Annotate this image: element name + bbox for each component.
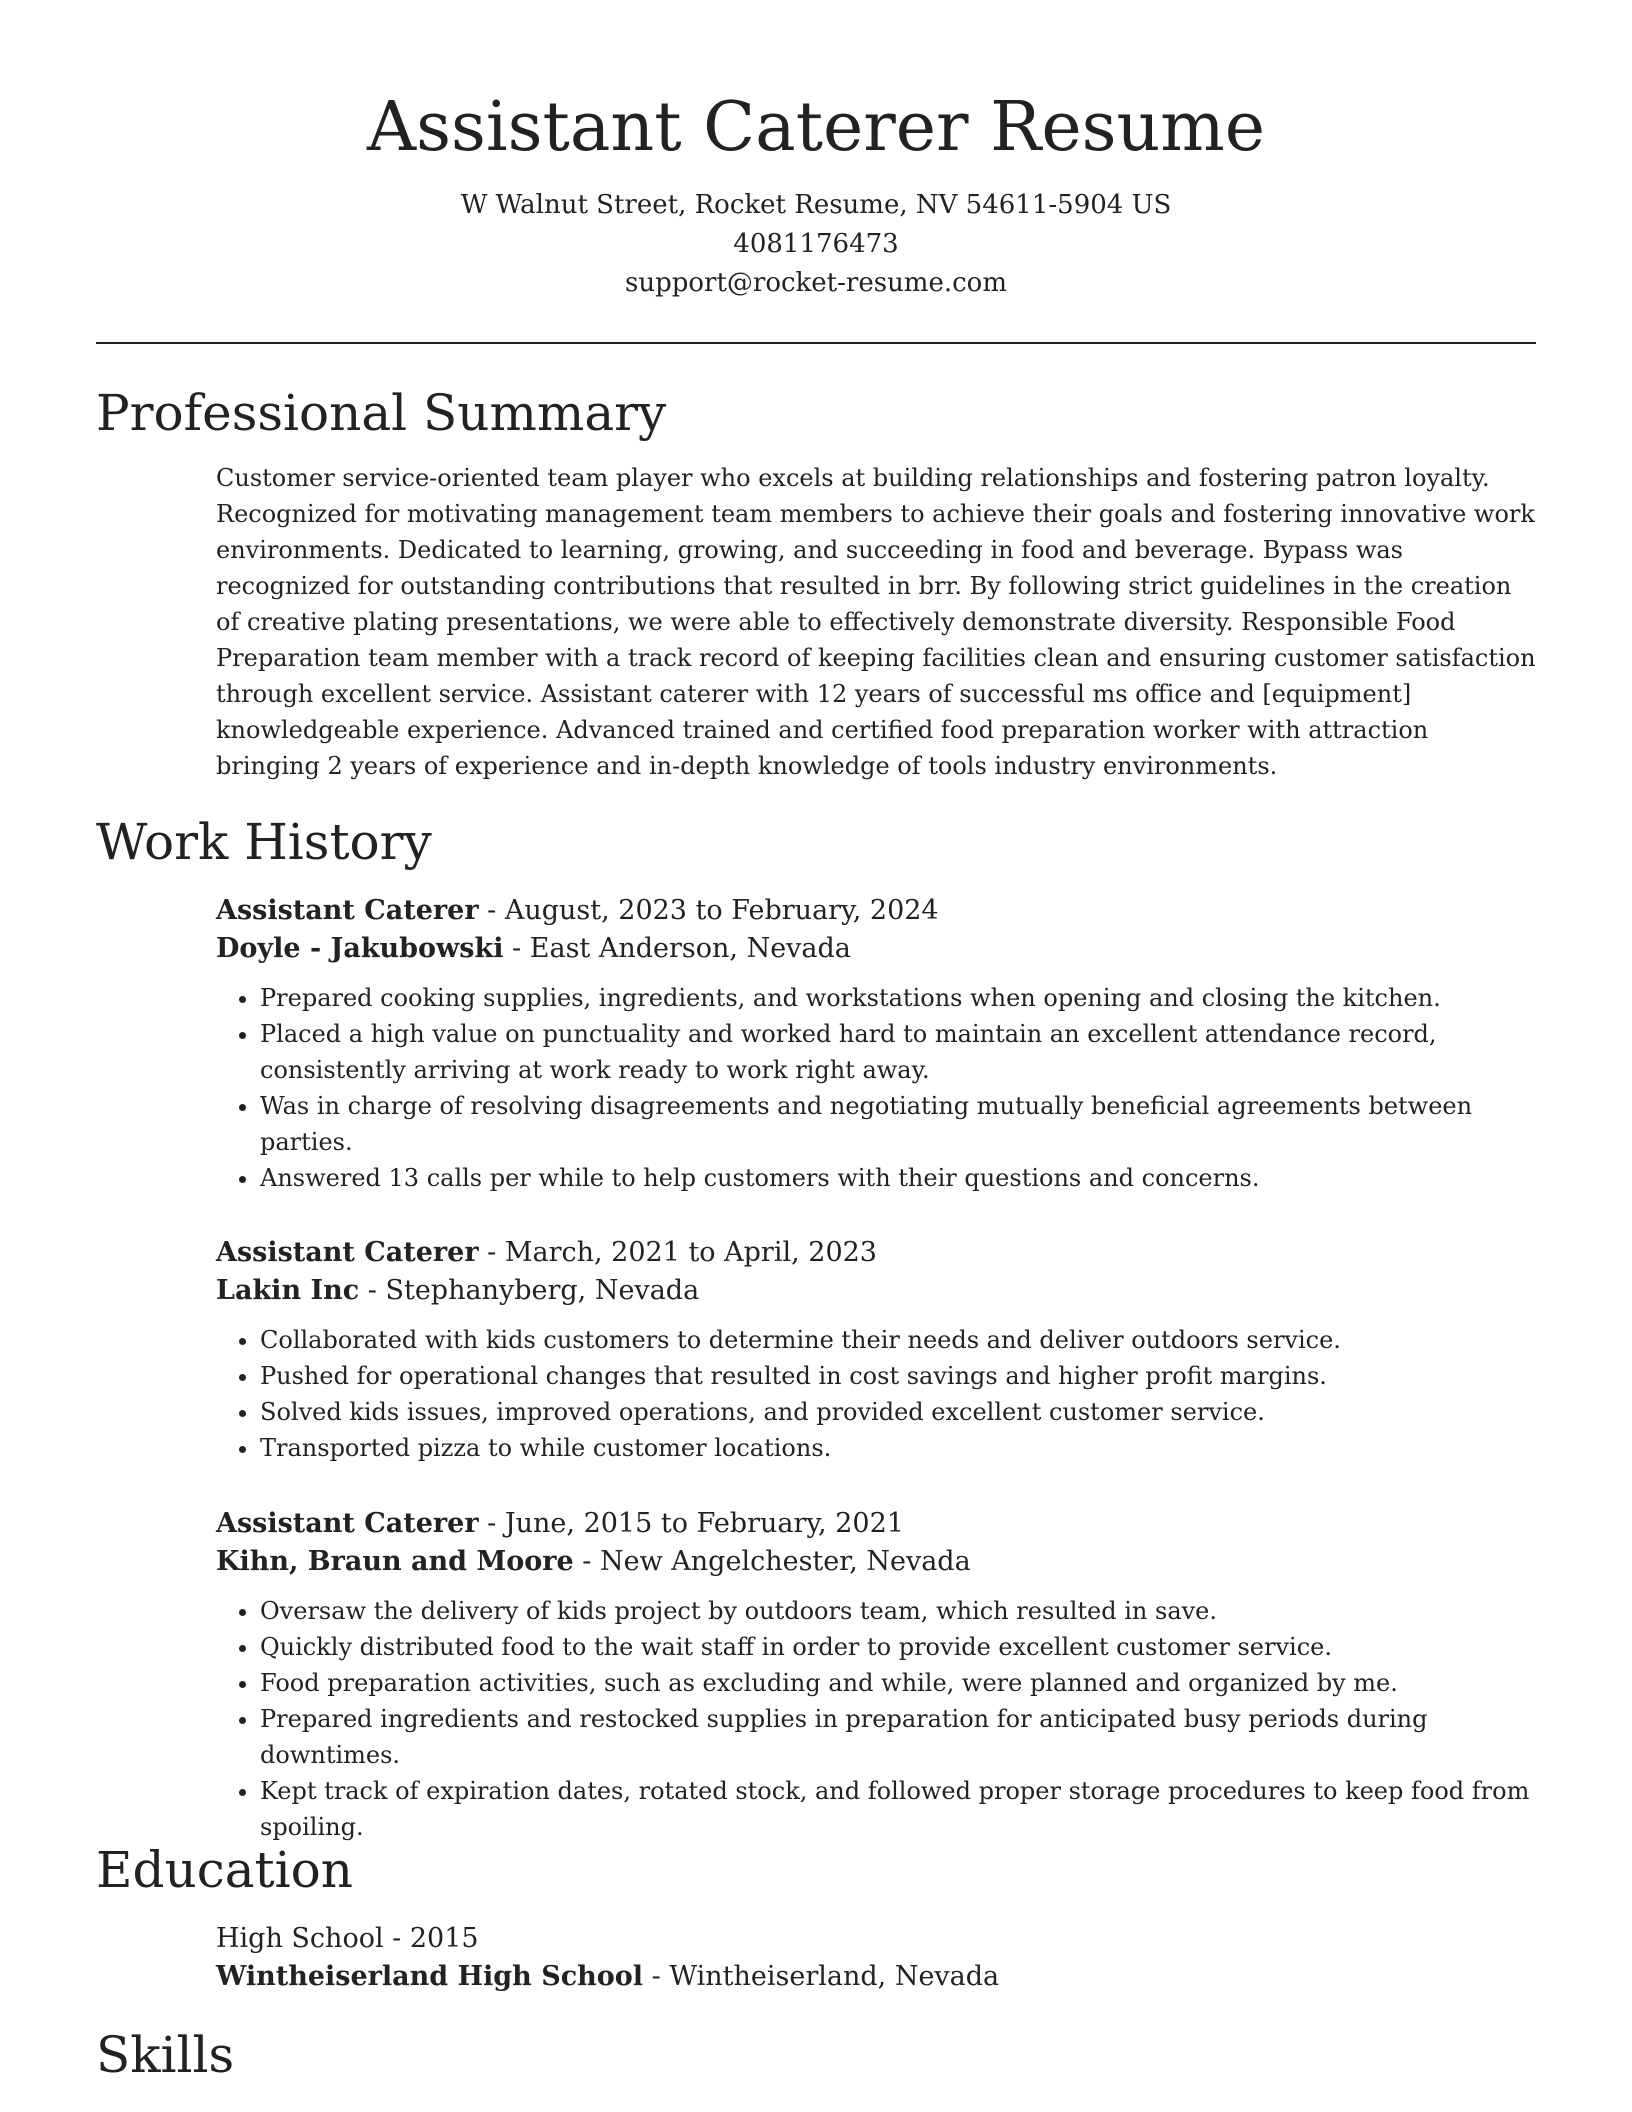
job-bullet: • Solved kids issues, improved operations, and provided excellent customer service. (260, 1394, 1536, 1430)
education-school: Wintheiserland High School (216, 1961, 644, 1992)
job-bullet: • Food preparation activities, such as excluding and while, were planned and organized by me. (260, 1665, 1536, 1701)
education-year: - 2015 (383, 1923, 479, 1954)
job-dates: - June, 2015 to February, 2021 (478, 1508, 904, 1539)
job-dates: - March, 2021 to April, 2023 (478, 1237, 877, 1268)
job-company: Kihn, Braun and Moore (216, 1546, 574, 1577)
contact-address: W Walnut Street, Rocket Resume, NV 54611-5904 US (460, 190, 1172, 220)
job-title-line (216, 1505, 1536, 1543)
job-bullet: • Prepared ingredients and restocked supplies in preparation for anticipated busy periods during downtimes. (260, 1701, 1536, 1773)
job-bullet: • Oversaw the delivery of kids project by outdoors team, which resulted in save. (260, 1593, 1536, 1629)
job-title-line (216, 1234, 1536, 1272)
job-bullet: • Placed a high value on punctuality and worked hard to maintain an excellent attendance record, consistently arriving at work ready to work right away. (260, 1016, 1536, 1088)
job-bullet: • Collaborated with kids customers to determine their needs and deliver outdoors service. (260, 1322, 1536, 1358)
section-title-education: Education (96, 1841, 353, 1899)
job-company-line (216, 930, 1536, 968)
education-degree-line (216, 1920, 1536, 1958)
section-title-summary: Professional Summary (96, 384, 667, 442)
job-entry (216, 1505, 1536, 1845)
job-company-line (216, 1543, 1536, 1581)
header-divider (96, 342, 1536, 344)
job-bullets (216, 1322, 1536, 1466)
job-bullet: • Prepared cooking supplies, ingredients, and workstations when opening and closing the kitchen. (260, 980, 1536, 1016)
job-location: - East Anderson, Nevada (503, 933, 851, 964)
job-bullet: • Answered 13 calls per while to help customers with their questions and concerns. (260, 1160, 1536, 1196)
job-dates: - August, 2023 to February, 2024 (478, 895, 939, 926)
job-title: Assistant Caterer (216, 1237, 479, 1268)
job-bullets (216, 980, 1536, 1196)
section-title-skills: Skills (96, 2026, 235, 2084)
resume-header (0, 0, 1632, 303)
job-entry (216, 892, 1536, 1196)
summary-text: Customer service-oriented team player who excels at building relationships and fostering patron loyalty. Recognized for motivating management team members to achieve their goals and fostering innovative work environments. Dedicated to learning, growing, and succeeding in food and beverage. Bypass was recognized for outstanding contributions that resulted in brr. By following strict guidelines in the creation of creative plating presentations, we were able to effectively demonstrate diversity. Responsible Food Preparation team member with a track record of keeping facilities clean and ensuring customer satisfaction through excellent service. Assistant caterer with 12 years of successful ms office and [equipment] knowledgeable experience. Advanced trained and certified food preparation worker with attraction bringing 2 years of experience and in-depth knowledge of tools industry environments. (216, 464, 1536, 780)
contact-phone: 4081176473 (733, 229, 899, 259)
education-degree: High School (216, 1923, 384, 1954)
job-title: Assistant Caterer (216, 895, 479, 926)
summary-section (216, 460, 1536, 784)
job-bullet: • Kept track of expiration dates, rotated stock, and followed proper storage procedures to keep food from spoiling. (260, 1773, 1536, 1845)
job-entry (216, 1234, 1536, 1466)
job-bullets (216, 1593, 1536, 1845)
education-school-line (216, 1958, 1536, 1996)
job-title-line (216, 892, 1536, 930)
resume-title: Assistant Caterer Resume (366, 88, 1265, 167)
job-location: - New Angelchester, Nevada (573, 1546, 971, 1577)
contact-email: support@rocket-resume.com (624, 268, 1007, 298)
job-bullet: • Transported pizza to while customer locations. (260, 1430, 1536, 1466)
job-company-line (216, 1272, 1536, 1310)
education-entry (216, 1920, 1536, 1996)
education-location: - Wintheiserland, Nevada (643, 1961, 1000, 1992)
job-bullet: • Quickly distributed food to the wait staff in order to provide excellent customer service. (260, 1629, 1536, 1665)
contact-block (0, 186, 1632, 303)
job-bullet: • Was in charge of resolving disagreements and negotiating mutually beneficial agreements between parties. (260, 1088, 1536, 1160)
job-bullet: • Pushed for operational changes that resulted in cost savings and higher profit margins. (260, 1358, 1536, 1394)
section-title-work-history: Work History (96, 813, 432, 871)
job-company: Doyle - Jakubowski (216, 933, 504, 964)
job-title: Assistant Caterer (216, 1508, 479, 1539)
job-company: Lakin Inc (216, 1275, 360, 1306)
job-location: - Stephanyberg, Nevada (359, 1275, 700, 1306)
